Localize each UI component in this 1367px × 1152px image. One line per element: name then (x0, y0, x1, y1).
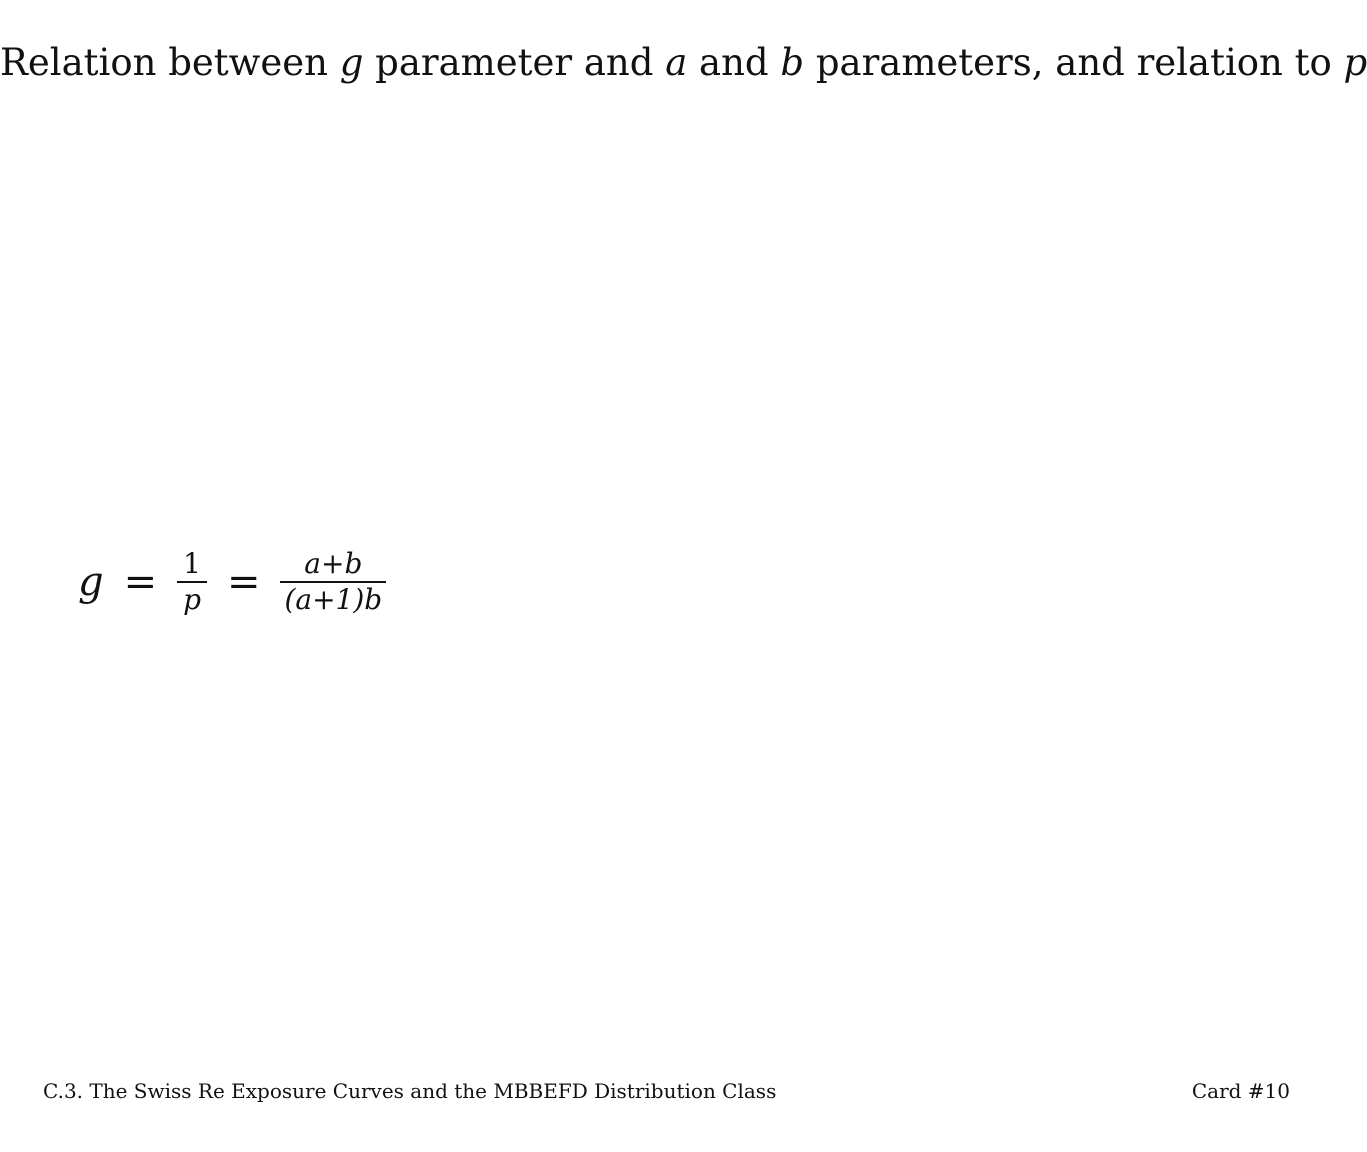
title-var-a: a (665, 41, 688, 84)
title-var-p: p (1343, 41, 1367, 84)
fraction-2-denominator: (a+1)b (284, 582, 383, 616)
formula-equals-2: = (226, 558, 261, 605)
fraction-2-numerator: a+b (304, 547, 363, 580)
fraction-a-b (280, 548, 386, 616)
title-text-2: parameter and (363, 41, 666, 84)
formula (78, 548, 386, 616)
title-var-b: b (780, 41, 805, 84)
footer-section-label: C.3. The Swiss Re Exposure Curves and the MBBEFD Distribution Class (43, 1079, 777, 1103)
fraction-1-numerator: 1 (183, 547, 201, 580)
card-title (0, 38, 1367, 88)
title-text-1: Relation between (0, 41, 340, 84)
formula-lhs: g (78, 558, 104, 605)
fraction-one-over-p (177, 548, 207, 616)
fraction-1-denominator: p (183, 582, 201, 616)
footer-card-number: Card #10 (1191, 1079, 1290, 1103)
title-text-3: and (687, 41, 781, 84)
title-var-g: g (339, 41, 364, 84)
title-text-4: parameters, and relation to (804, 41, 1344, 84)
formula-equals-1: = (123, 558, 158, 605)
